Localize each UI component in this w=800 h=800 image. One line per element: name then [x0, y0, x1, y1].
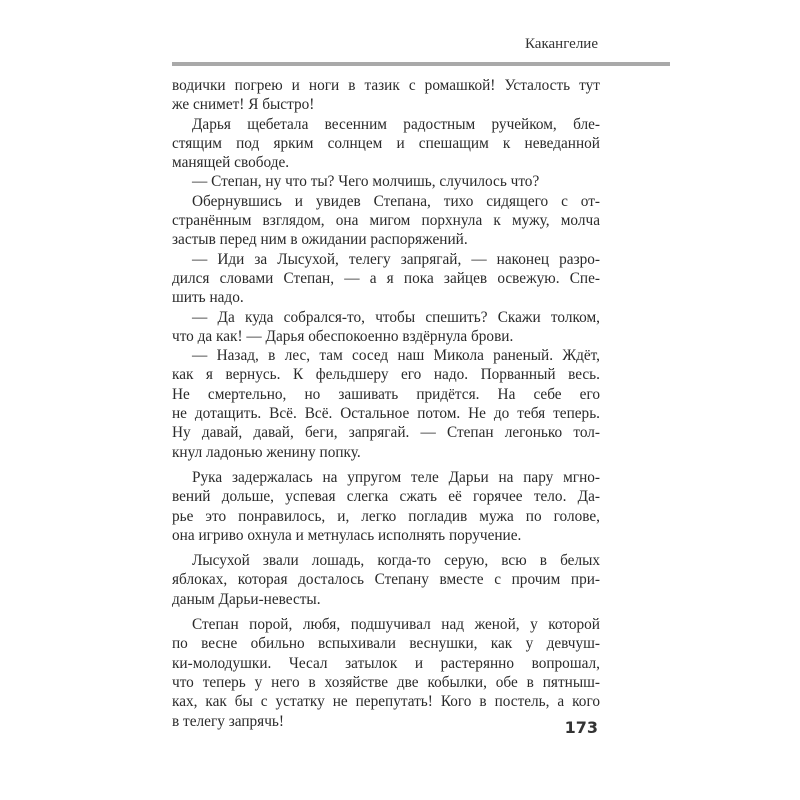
text-line: даным Дарьи-невесты.	[172, 590, 321, 608]
paragraph	[172, 115, 600, 173]
paragraph	[172, 346, 600, 462]
paragraph	[172, 172, 600, 191]
paragraph	[172, 250, 600, 308]
paragraph	[172, 76, 600, 115]
text-line: Не смертельно, но зашивать придётся. На себе его	[172, 385, 600, 403]
text-line: кнул ладонью женину попку.	[172, 443, 361, 461]
text-line: Дарья щебетала весенним радостным ручейком, бле-	[192, 115, 600, 133]
text-line: — Да куда собрался-то, чтобы спешить? Скажи толком,	[192, 308, 600, 326]
paragraph	[172, 468, 600, 545]
text-line: Степан порой, любя, подшучивал над женой, у которой	[192, 616, 600, 634]
paragraph	[172, 615, 600, 731]
body-text	[172, 76, 600, 731]
text-line: стящим под ярким солнцем и спешащим к неведанной	[172, 134, 600, 152]
text-line: что да как! — Дарья обеспокоенно вздёрнула брови.	[172, 327, 514, 345]
page-number: 173	[564, 718, 598, 737]
text-line: застыв перед ним в ожидании распоряжений.	[172, 231, 468, 249]
text-line: шить надо.	[172, 289, 244, 307]
text-line: по весне обильно вспыхивали веснушки, как у девчуш-	[172, 635, 600, 653]
text-line: вений дольше, успевая слегка сжать её горячее тело. Да-	[172, 488, 600, 506]
text-line: в телегу запрячь!	[172, 712, 284, 730]
text-line: — Иди за Лысухой, телегу запрягай, — наконец разро-	[192, 250, 600, 268]
text-line: ки-молодушки. Чесал затылок и растерянно вопрошал,	[172, 654, 600, 672]
text-line: дился словами Степан, — а я пока зайцев освежую. Спе-	[172, 269, 600, 287]
text-line: — Назад, в лес, там сосед наш Микола раненый. Ждёт,	[192, 347, 600, 365]
paragraph	[172, 551, 600, 609]
text-line: Ну давай, давай, беги, запрягай. — Степан легонько тол-	[172, 424, 600, 442]
paragraph	[172, 308, 600, 347]
paragraph	[172, 192, 600, 250]
text-line: Рука задержалась на упругом теле Дарьи на пару мгно-	[192, 468, 600, 486]
text-line: странённым взглядом, она мигом порхнула к мужу, молча	[172, 212, 600, 230]
text-line: не дотащить. Всё. Всё. Остальное потом. Не до тебя теперь.	[172, 405, 600, 423]
running-header: Какангелие	[525, 36, 598, 52]
text-line: как я вернусь. К фельдшеру его надо. Порванный весь.	[172, 366, 600, 384]
text-line: что теперь у него в хозяйстве две кобылки, обе в пятныш-	[172, 673, 600, 691]
text-line: манящей свободе.	[172, 154, 290, 172]
text-line: ках, как бы с устатку не перепутать! Кого в постель, а кого	[172, 693, 600, 711]
text-line: Обернувшись и увидев Степана, тихо сидящего с от-	[192, 192, 600, 210]
text-line: же снимет! Я быстро!	[172, 96, 315, 114]
text-line: яблоках, которая досталось Степану вместе с прочим при-	[172, 571, 600, 589]
text-line: водички погрею и ноги в тазик с ромашкой! Усталость тут	[172, 77, 600, 94]
header-rule	[172, 62, 670, 66]
text-line: рье это понравилось, и, легко погладив мужа по голове,	[172, 507, 600, 525]
text-line: она игриво охнула и метнулась исполнять поручение.	[172, 526, 522, 544]
text-line: Лысухой звали лошадь, когда-то серую, всю в белых	[192, 552, 600, 570]
text-line: — Степан, ну что ты? Чего молчишь, случилось что?	[192, 173, 540, 191]
